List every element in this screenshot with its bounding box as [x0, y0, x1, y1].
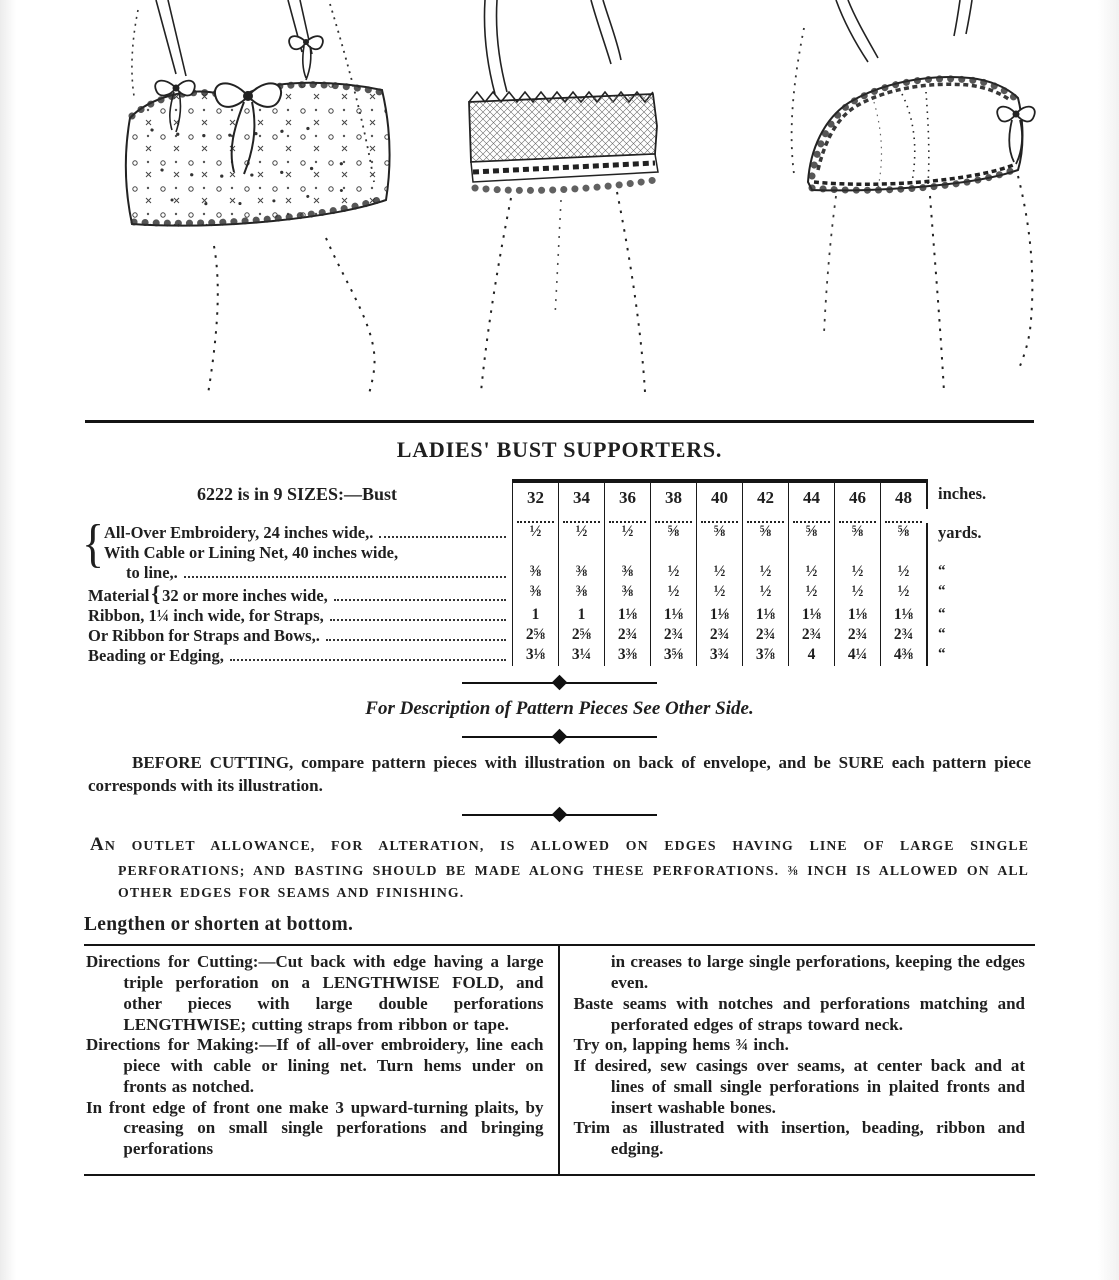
yardage-cell [512, 543, 558, 563]
unit-cell: “ [926, 563, 1034, 583]
yardage-cell: ½ [742, 563, 788, 583]
dot-leader [230, 659, 506, 661]
yardage-cell: ½ [880, 563, 926, 583]
direction-paragraph: Trim as illustrated with insertion, beading, ribbon and edging. [573, 1118, 1025, 1158]
direction-paragraph: Directions for Cutting:—Cut back with edge having a large triple perforation on a LENGTHWISE FOLD, and other pieces with large double perforations LENGTHWISE; cutting straps from ribbon or tape. [86, 952, 544, 1034]
direction-paragraph: Baste seams with notches and perforations matching and perforated edges of straps toward neck. [573, 993, 1025, 1034]
spacer [88, 513, 512, 523]
size-col-header: 38 [650, 479, 696, 513]
yardage-cell: ⅜ [512, 563, 558, 583]
yardage-cell: ⅜ [604, 563, 650, 583]
dot-leader [330, 619, 506, 621]
table-row-label: Ribbon, 1¼ inch wide, for Straps, [88, 606, 512, 626]
directions-right-column [560, 946, 1036, 1173]
yardage-cell [742, 543, 788, 563]
yardage-cell: 4 [788, 646, 834, 666]
dot-leader [326, 639, 506, 641]
table-row-label: Or Ribbon for Straps and Bows,. [88, 626, 512, 646]
size-col-header: 32 [512, 479, 558, 513]
table-row-label: to line,. [88, 563, 512, 583]
size-col-header: 36 [604, 479, 650, 513]
yardage-cell: 1⅛ [650, 606, 696, 626]
yardage-cell [834, 543, 880, 563]
yardage-cell: ⅜ [604, 583, 650, 606]
yardage-cell: ½ [880, 583, 926, 606]
yardage-cell: ⅜ [512, 583, 558, 606]
yardage-cell: ½ [650, 563, 696, 583]
yardage-cell: ⅝ [880, 523, 926, 543]
yardage-cell: ½ [788, 563, 834, 583]
yardage-cell: 3¼ [558, 646, 604, 666]
illustration-back-view [455, 0, 670, 418]
dotted-separator [880, 513, 926, 523]
unit-cell: “ [926, 646, 1034, 666]
table-row-label: With Cable or Lining Net, 40 inches wide, [104, 543, 399, 562]
yardage-cell: ⅝ [788, 523, 834, 543]
yardage-cell: ⅜ [558, 583, 604, 606]
size-col-header: 48 [880, 479, 926, 513]
unit-cell: “ [926, 626, 1034, 646]
size-col-header: 40 [696, 479, 742, 513]
direction-paragraph: Try on, lapping hems ¾ inch. [573, 1035, 789, 1055]
yardage-cell: 1⅛ [788, 606, 834, 626]
dotted-separator [788, 513, 834, 523]
spacer [926, 513, 1034, 523]
dotted-separator [696, 513, 742, 523]
yardage-cell [880, 543, 926, 563]
yardage-cell: 1⅛ [604, 606, 650, 626]
paragraph-lead: Directions for Cutting:— [86, 952, 276, 972]
section-divider [462, 682, 657, 684]
page-title: LADIES' BUST SUPPORTERS. [396, 437, 723, 462]
direction-paragraph: Directions for Making:—If of all-over embroidery, line each piece with cable or lining net. Turn hems under on fronts as notched. [86, 1035, 544, 1096]
directions-left-column [84, 946, 560, 1173]
yardage-cell: ⅝ [742, 523, 788, 543]
yardage-cell [696, 543, 742, 563]
yardage-cell: 2¾ [696, 626, 742, 646]
dot-leader [334, 599, 506, 601]
section-divider [462, 736, 657, 738]
yardage-cell: 3⅝ [650, 646, 696, 666]
divider-diamond-icon [551, 675, 567, 691]
sizes-unit-label: inches. [926, 479, 1034, 509]
yardage-cell: ½ [604, 523, 650, 543]
description-note: For Description of Pattern Pieces See Other Side. [365, 698, 754, 719]
illustration-front-view [72, 0, 417, 418]
illustration-strip [0, 0, 1119, 418]
yardage-cell: ½ [742, 583, 788, 606]
yardage-cell [604, 543, 650, 563]
yardage-cell: ½ [558, 523, 604, 543]
yardage-cell: ⅝ [696, 523, 742, 543]
direction-paragraph: If desired, sew casings over seams, at center back and at lines of small single perforations in plaited fronts and insert washable bones. [573, 1056, 1025, 1117]
size-col-header: 34 [558, 479, 604, 513]
yardage-cell [788, 543, 834, 563]
dotted-separator [650, 513, 696, 523]
material-label: Material [88, 586, 150, 605]
yardage-cell: 3⅞ [742, 646, 788, 666]
material-brace-small: { [151, 583, 161, 606]
yardage-cell: ½ [834, 583, 880, 606]
yardage-cell: ⅝ [650, 523, 696, 543]
direction-paragraph: in creases to large single perforations, keeping the edges even. [610, 952, 1025, 993]
yardage-cell: 2¾ [880, 626, 926, 646]
dotted-separator [604, 513, 650, 523]
yardage-cell: 2¾ [604, 626, 650, 646]
yardage-cell: 3⅛ [512, 646, 558, 666]
yardage-cell: 3¾ [696, 646, 742, 666]
size-col-header: 42 [742, 479, 788, 513]
yardage-cell: ½ [696, 583, 742, 606]
header-rule [85, 420, 1034, 423]
size-col-header: 44 [788, 479, 834, 513]
yardage-cell: 2¾ [742, 626, 788, 646]
yardage-cell: ⅝ [834, 523, 880, 543]
section-divider [462, 814, 657, 816]
table-row-label: Beading or Edging, [88, 646, 512, 666]
divider-diamond-icon [551, 807, 567, 823]
size-table [82, 479, 1034, 666]
yardage-cell: ⅜ [558, 563, 604, 583]
before-cutting-lead: BEFORE CUTTING, [132, 753, 294, 772]
yardage-cell: 1 [512, 606, 558, 626]
dotted-separator [742, 513, 788, 523]
table-row-label: Material { 32 or more inches wide, [88, 583, 512, 606]
yardage-cell: 1⅛ [696, 606, 742, 626]
unit-cell: yards. [926, 523, 1034, 543]
yardage-cell: 1 [558, 606, 604, 626]
lengthen-note: Lengthen or shorten at bottom. [84, 914, 354, 936]
dotted-separator [834, 513, 880, 523]
yardage-cell [650, 543, 696, 563]
yardage-cell: 2¾ [650, 626, 696, 646]
size-col-header: 46 [834, 479, 880, 513]
unit-cell: “ [926, 583, 1034, 606]
yardage-cell: ½ [650, 583, 696, 606]
paragraph-lead: Directions for Making:— [86, 1035, 277, 1055]
yardage-cell: 4¼ [834, 646, 880, 666]
yardage-cell: 2⅝ [558, 626, 604, 646]
before-cutting-note: BEFORE CUTTING, compare pattern pieces with illustration on back of envelope, and be SURE each pattern piece corresponds with its illustration. [88, 753, 1032, 795]
illustration-side-view [778, 0, 1058, 418]
yardage-cell [558, 543, 604, 563]
divider-diamond-icon [551, 729, 567, 745]
yardage-cell: 2⅝ [512, 626, 558, 646]
unit-cell: “ [926, 606, 1034, 626]
yardage-cell: 2¾ [788, 626, 834, 646]
yardage-cell: 1⅛ [880, 606, 926, 626]
dotted-separator [558, 513, 604, 523]
yardage-cell: 2¾ [834, 626, 880, 646]
yardage-cell: 4⅜ [880, 646, 926, 666]
dot-leader [184, 576, 506, 578]
unit-cell [926, 543, 1034, 563]
sizes-header-label: 6222 is in 9 SIZES:—Bust [196, 484, 398, 504]
yardage-cell: ½ [788, 583, 834, 606]
yardage-cell: 1⅛ [742, 606, 788, 626]
material-brace: { [82, 514, 105, 573]
yardage-cell: ½ [512, 523, 558, 543]
directions-section [84, 944, 1035, 1175]
dotted-separator [512, 513, 558, 523]
yardage-cell: 1⅛ [834, 606, 880, 626]
outlet-allowance-note: AN OUTLET ALLOWANCE, FOR ALTERATION, IS ALLOWED ON EDGES HAVING LINE OF LARGE SINGLE PERFORATIONS; AND BASTING SHOULD BE MADE ALONG THESE PERFORATIONS. ⅜ INCH IS ALLOWED ON ALL OTHER EDGES FOR SEAMS AND FINISHING. [90, 833, 1029, 901]
yardage-cell: ½ [696, 563, 742, 583]
direction-paragraph: In front edge of front one make 3 upward-turning plaits, by creasing on small single perforations and bringing perforations [86, 1097, 544, 1158]
dot-leader [379, 536, 506, 538]
table-row-label: All-Over Embroidery, 24 inches wide,. [88, 523, 512, 543]
yardage-cell: 3⅜ [604, 646, 650, 666]
yardage-cell: ½ [834, 563, 880, 583]
